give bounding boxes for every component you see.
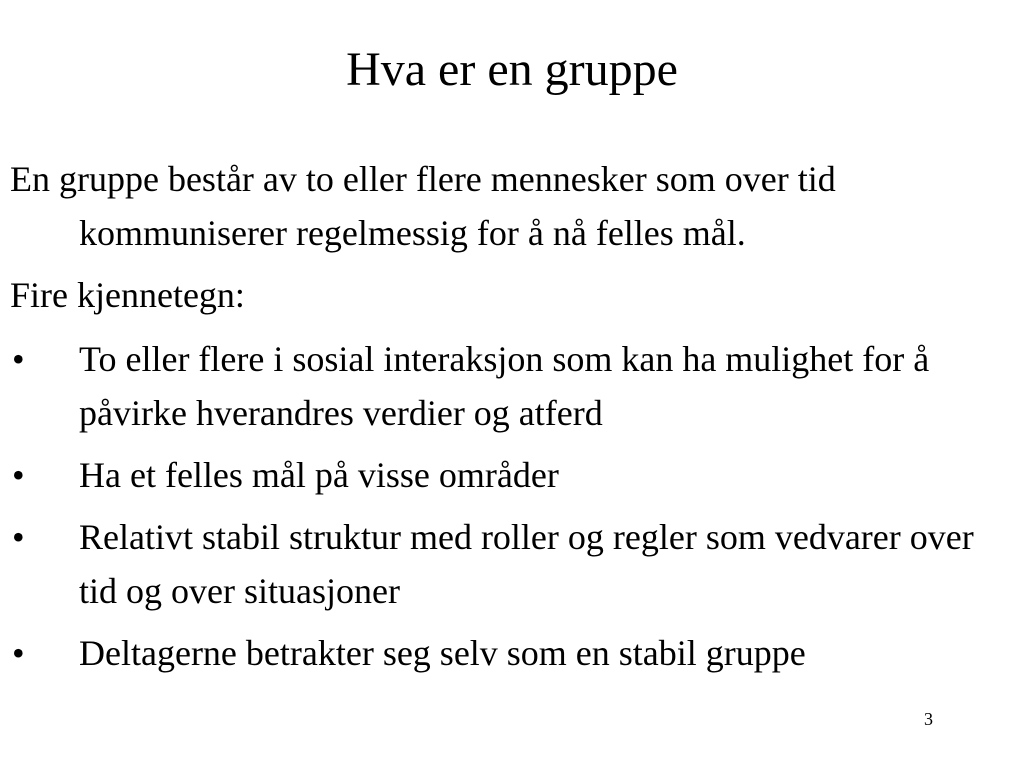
bullet-text: Ha et felles mål på visse områder <box>79 455 559 495</box>
subheading: Fire kjennetegn: <box>10 275 245 315</box>
bullet-symbol: • <box>12 455 25 495</box>
bullet-item <box>10 510 1020 618</box>
bullet-symbol: • <box>12 517 25 557</box>
bullet-symbol: • <box>12 633 25 673</box>
definition-text: En gruppe består av to eller flere mennesker som over tid kommuniserer regelmessig for å nå felles mål. <box>10 159 836 253</box>
slide-body <box>10 152 1020 688</box>
bullet-text: Relativt stabil struktur med roller og regler som vedvarer over tid og over situasjoner <box>79 517 974 611</box>
bullet-text: Deltagerne betrakter seg selv som en stabil gruppe <box>79 633 806 673</box>
bullet-item <box>10 448 1020 502</box>
bullet-item <box>10 332 1020 440</box>
bullet-item <box>10 626 1020 680</box>
page-number: 3 <box>924 709 933 729</box>
bullet-text: To eller flere i sosial interaksjon som kan ha mulighet for å påvirke hverandres verdier og atferd <box>79 339 930 433</box>
slide-title: Hva er en gruppe <box>346 43 678 96</box>
bullet-symbol: • <box>12 339 25 379</box>
